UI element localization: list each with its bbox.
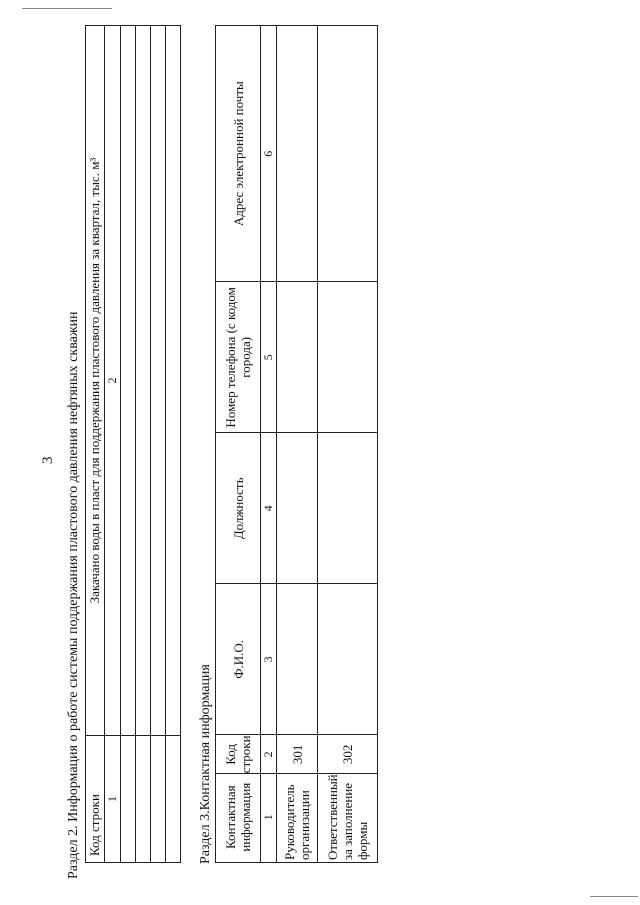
header-injected-water	[86, 26, 105, 736]
column-number: 4	[261, 433, 277, 584]
empty-cell	[151, 736, 166, 863]
section2-table	[85, 25, 181, 863]
column-number: 2	[261, 735, 277, 774]
column-number: 1	[105, 736, 121, 863]
empty-cell	[318, 26, 378, 282]
column-number: 2	[105, 26, 121, 736]
empty-cell	[318, 433, 378, 584]
column-number-row	[105, 26, 121, 863]
empty-cell	[277, 433, 318, 584]
empty-cell	[121, 736, 136, 863]
section3-title: Раздел 3.Контактная информация	[198, 664, 213, 864]
row-code: 302	[318, 735, 378, 774]
empty-cell	[151, 26, 166, 736]
header-code: Код строки	[216, 735, 261, 774]
row-label: Ответственный за заполнение формы	[318, 774, 378, 863]
column-number: 5	[261, 282, 277, 433]
empty-cell	[166, 26, 181, 736]
header-email: Адрес электронной почты	[216, 26, 261, 282]
header-code: Код строки	[86, 736, 105, 863]
table-header-row	[216, 26, 261, 863]
empty-cell	[277, 282, 318, 433]
page-number: 3	[40, 456, 56, 464]
header-injected-water-label: Закачано воды в пласт для поддержания пластового давления за квартал, тыс. м³	[87, 157, 102, 604]
empty-cell	[277, 26, 318, 282]
table-row	[277, 26, 318, 863]
column-number-row	[261, 26, 277, 863]
empty-cell	[121, 26, 136, 736]
column-number: 1	[261, 774, 277, 863]
header-full-name: Ф.И.О.	[216, 584, 261, 735]
table-row	[136, 26, 151, 863]
empty-cell	[136, 26, 151, 736]
table-row	[121, 26, 136, 863]
empty-cell	[277, 584, 318, 735]
scan-mark	[22, 8, 112, 9]
empty-cell	[166, 736, 181, 863]
section3-table	[215, 25, 378, 863]
table-row	[166, 26, 181, 863]
row-label: Руководитель организации	[277, 774, 318, 863]
header-contact-info: Контактная информация	[216, 774, 261, 863]
table-row	[318, 26, 378, 863]
empty-cell	[318, 282, 378, 433]
section2-title: Раздел 2. Информация о работе системы поддержания пластового давления нефтяных скважин	[66, 311, 81, 879]
header-position: Должность	[216, 433, 261, 584]
scan-mark	[590, 896, 638, 897]
row-code: 301	[277, 735, 318, 774]
column-number: 3	[261, 584, 277, 735]
header-phone: Номер телефона (с кодом города)	[216, 282, 261, 433]
column-number: 6	[261, 26, 277, 282]
table-header-row	[86, 26, 105, 863]
empty-cell	[136, 736, 151, 863]
table-row	[151, 26, 166, 863]
empty-cell	[318, 584, 378, 735]
